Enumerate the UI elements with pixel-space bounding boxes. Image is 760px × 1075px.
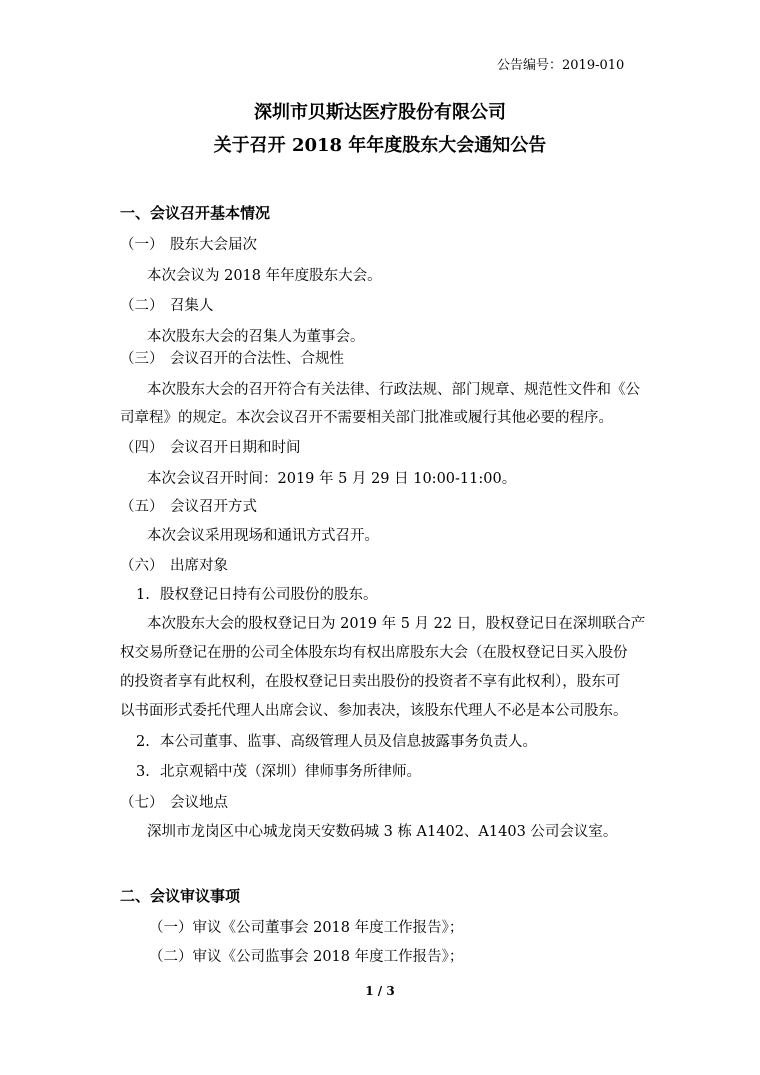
item-text: 股权登记日持有公司股份的股东。 <box>160 587 378 603</box>
item-number: 2. <box>136 734 150 750</box>
item-text: 本公司董事、监事、高级管理人员及信息披露事务负责人。 <box>160 734 537 750</box>
notice-number: 公告编号：2019-010 <box>497 58 625 73</box>
item-text: 北京观韬中茂（深圳）律师事务所律师。 <box>160 764 421 780</box>
subsection-heading <box>120 436 301 457</box>
subsection-number: （四） <box>120 440 164 456</box>
paragraph-line: 以书面形式委托代理人出席会议、参加表决，该股东代理人不必是本公司股东。 <box>120 703 628 719</box>
paragraph-line: 权交易所登记在册的公司全体股东均有权出席股东大会（在股权登记日买入股份 <box>120 645 628 661</box>
subsection-heading <box>120 791 228 812</box>
paragraph: 本次股东大会的召集人为董事会。 <box>147 329 365 345</box>
section-heading-2: 二、会议审议事项 <box>120 887 241 905</box>
document-title-company: 深圳市贝斯达医疗股份有限公司 <box>254 102 506 123</box>
subsection-label: 会议召开方式 <box>170 499 257 515</box>
subsection-label: 召集人 <box>170 298 214 314</box>
attendee-item <box>136 760 421 781</box>
subsection-number: （三） <box>120 351 164 367</box>
subsection-label: 出席对象 <box>170 558 228 574</box>
paragraph: 本次会议为 2018 年年度股东大会。 <box>147 268 382 284</box>
subsection-label: 会议召开的合法性、合规性 <box>170 351 344 367</box>
subsection-label: 会议召开日期和时间 <box>170 440 301 456</box>
paragraph: 深圳市龙岗区中心城龙岗天安数码城 3 栋 A1402、A1403 公司会议室。 <box>147 824 618 840</box>
item-number: 3. <box>136 764 150 780</box>
attendee-item <box>136 583 378 604</box>
subsection-number: （七） <box>120 795 164 811</box>
item-number: 1. <box>136 587 150 603</box>
subsection-heading <box>120 347 344 368</box>
paragraph: 本次会议召开时间：2019 年 5 月 29 日 10:00-11:00。 <box>147 471 517 487</box>
subsection-heading <box>120 233 257 254</box>
attendee-item <box>136 730 537 751</box>
subsection-number: （六） <box>120 558 164 574</box>
paragraph-line: 的投资者享有此权利，在股权登记日卖出股份的投资者不享有此权利），股东可 <box>120 674 621 690</box>
subsection-heading <box>120 294 214 315</box>
subsection-label: 会议地点 <box>170 795 228 811</box>
review-item: （二）审议《公司监事会 2018 年度工作报告》； <box>149 949 464 965</box>
subsection-heading <box>120 495 257 516</box>
subsection-number: （二） <box>120 298 164 314</box>
subsection-number: （一） <box>120 237 164 253</box>
paragraph: 本次会议采用现场和通讯方式召开。 <box>147 528 379 544</box>
document-title-subject: 关于召开 2018 年年度股东大会通知公告 <box>213 135 547 156</box>
page-number: 1 / 3 <box>365 984 395 998</box>
paragraph-line: 本次股东大会的召开符合有关法律、行政法规、部门规章、规范性文件和《公 <box>147 382 640 398</box>
paragraph-line: 司章程》的规定。本次会议召开不需要相关部门批准或履行其他必要的程序。 <box>120 410 613 426</box>
subsection-heading <box>120 554 228 575</box>
section-heading-1: 一、会议召开基本情况 <box>120 204 271 222</box>
review-item: （一）审议《公司董事会 2018 年度工作报告》； <box>149 920 464 936</box>
subsection-number: （五） <box>120 499 164 515</box>
subsection-label: 股东大会届次 <box>170 237 257 253</box>
paragraph-line: 本次股东大会的股权登记日为 2019 年 5 月 22 日，股权登记日在深圳联合产 <box>147 616 646 632</box>
